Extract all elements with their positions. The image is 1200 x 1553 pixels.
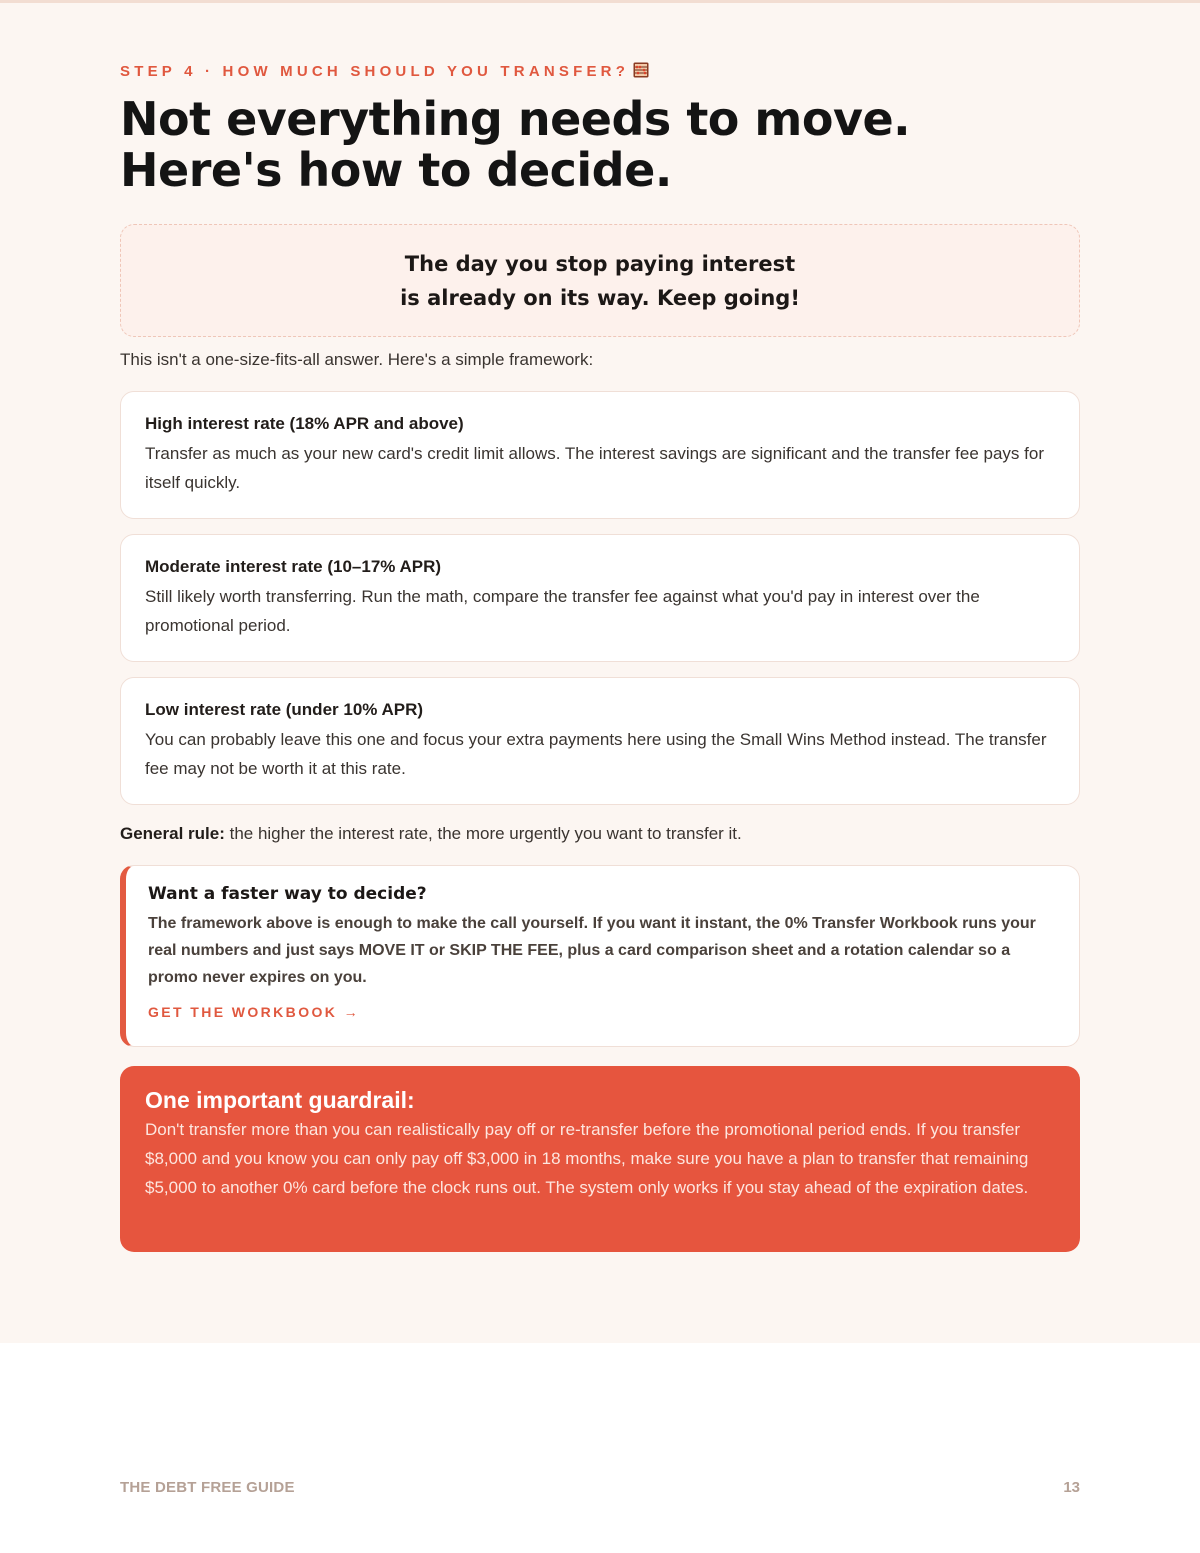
general-rule xyxy=(120,822,1080,846)
general-rule-text: the higher the interest rate, the more urgently you want to transfer it. xyxy=(224,824,742,843)
footer-guide-title: THE DEBT FREE GUIDE xyxy=(120,1479,295,1496)
tier-body: You can probably leave this one and focus your extra payments here using the Small Wins Method instead. The transfer fee may not be worth it at this rate. xyxy=(145,730,1047,778)
callout-body: The framework above is enough to make the call yourself. If you want it instant, the 0% Transfer Workbook runs your real numbers and just says MOVE IT or SKIP THE FEE, plus a card comparison sheet and a rotation calendar so a promo never expires on you. xyxy=(148,915,1036,986)
encouragement-quote-box xyxy=(120,224,1080,337)
tier-title: Low interest rate (under 10% APR) xyxy=(145,700,424,719)
tier-title: Moderate interest rate (10–17% APR) xyxy=(145,557,442,576)
workbook-callout xyxy=(120,865,1080,1047)
page-headline: Not everything needs to move. Here's how to decide. xyxy=(120,92,911,197)
abacus-icon xyxy=(633,62,649,78)
guardrail-title: One important guardrail: xyxy=(145,1087,415,1113)
page-content xyxy=(120,62,1080,1252)
intro-text: This isn't a one-size-fits-all answer. Here's a simple framework: xyxy=(120,350,594,369)
tier-title: High interest rate (18% APR and above) xyxy=(145,414,464,433)
tier-card-high xyxy=(120,391,1080,519)
guardrail-body: Don't transfer more than you can realistically pay off or re-transfer before the promotional period ends. If you transfer $8,000 and you know you can only pay off $3,000 in 18 months, make sure you have a plan to transfer that remaining $5,000 to another 0% card before the clock runs out. The system only works if you stay ahead of the expiration dates. xyxy=(145,1120,1029,1197)
guardrail-box xyxy=(120,1066,1080,1252)
get-workbook-link[interactable]: GET THE WORKBOOK → xyxy=(148,1004,360,1020)
tier-body: Still likely worth transferring. Run the math, compare the transfer fee against what you'd pay in interest over the promotional period. xyxy=(145,587,980,635)
general-rule-label: General rule: xyxy=(120,824,225,843)
step-eyebrow xyxy=(120,62,1080,82)
encouragement-quote: The day you stop paying interest is already on its way. Keep going! xyxy=(400,251,800,310)
step-eyebrow-text: STEP 4 · HOW MUCH SHOULD YOU TRANSFER? xyxy=(120,63,630,80)
tier-card-low xyxy=(120,677,1080,805)
tier-body: Transfer as much as your new card's credit limit allows. The interest savings are significant and the transfer fee pays for itself quickly. xyxy=(145,444,1044,492)
footer-page-number: 13 xyxy=(1063,1479,1080,1496)
callout-title: Want a faster way to decide? xyxy=(148,884,427,904)
tier-card-moderate xyxy=(120,534,1080,662)
